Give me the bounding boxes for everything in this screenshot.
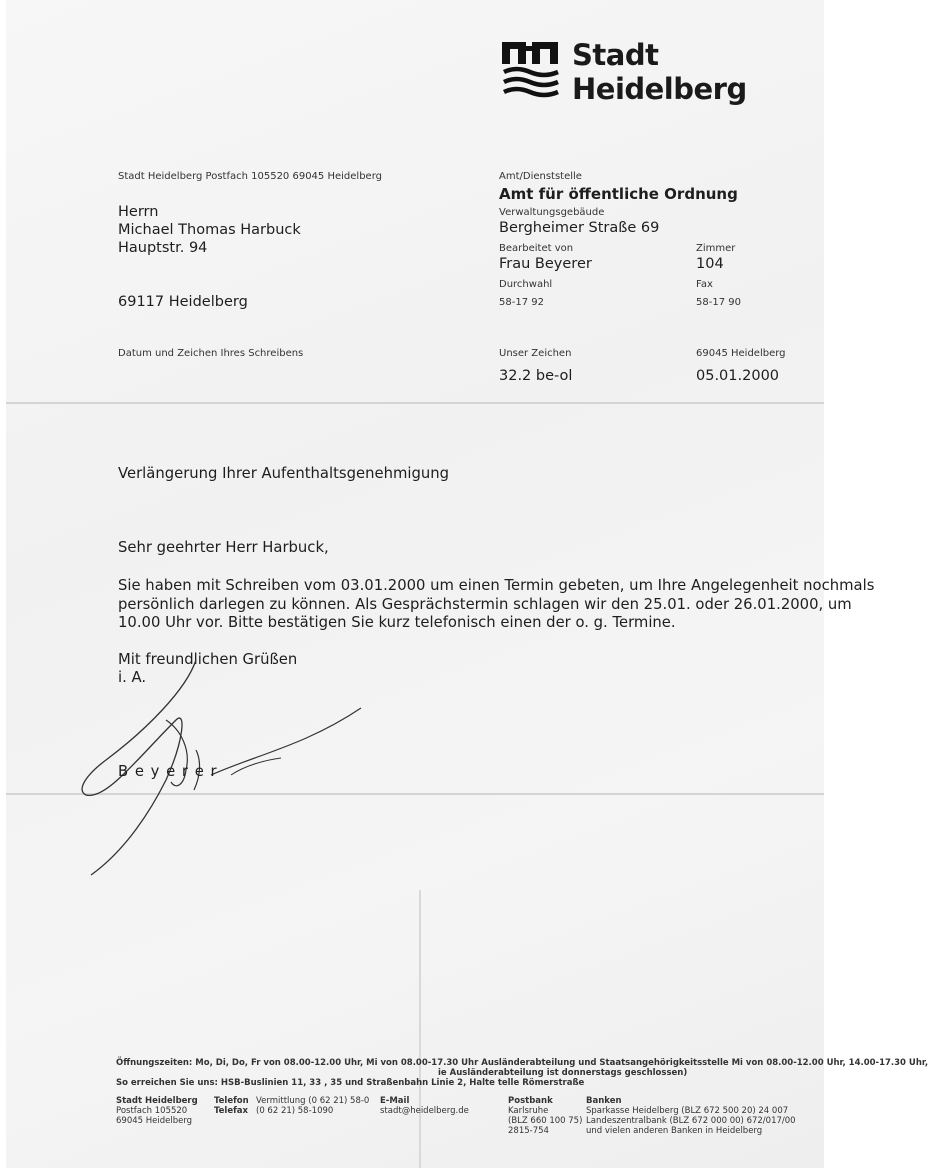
phone-label: Telefon — [214, 1096, 249, 1106]
banks-label: Banken — [586, 1096, 622, 1106]
dept-name: Amt für öffentliche Ordnung — [499, 185, 738, 203]
signer-name: B e y e r e r — [118, 763, 218, 780]
return-address: Stadt Heidelberg Postfach 105520 69045 Heidelberg — [118, 171, 382, 182]
banks-line: Landeszentralbank (BLZ 672 000 00) 672/017/00 — [586, 1116, 796, 1126]
fold-line — [6, 402, 824, 404]
handled-by: Frau Beyerer — [499, 256, 592, 272]
body-line: persönlich darlegen zu können. Als Gesprächstermin schlagen wir den 25.01. oder 26.01.2000, um — [118, 596, 852, 613]
place-label: 69045 Heidelberg — [696, 348, 786, 359]
phone-number: Vermittlung (0 62 21) 58-0 — [256, 1096, 370, 1106]
building-address: Bergheimer Straße 69 — [499, 220, 660, 236]
email-address: stadt@heidelberg.de — [380, 1106, 469, 1116]
transit-info: So erreichen Sie uns: HSB-Buslinien 11, 33 , 35 und Straßenbahn Linie 2, Halte telle Römerstraße — [116, 1078, 585, 1088]
postbank-line: 2815-754 — [508, 1126, 549, 1136]
recipient-salutation: Herrn — [118, 204, 159, 220]
postbank-line: Karlsruhe — [508, 1106, 549, 1116]
recipient-street: Hauptstr. 94 — [118, 240, 208, 256]
letter-date: 05.01.2000 — [696, 368, 780, 384]
fax-label: Fax — [696, 279, 713, 290]
our-reference: 32.2 be-ol — [499, 368, 573, 384]
letterhead — [500, 36, 800, 106]
fax-number: 58-17 90 — [696, 297, 741, 308]
recipient-city: 69117 Heidelberg — [118, 294, 248, 310]
fold-line — [419, 890, 421, 1168]
telefax-label: Telefax — [214, 1106, 249, 1116]
banks-line: Sparkasse Heidelberg (BLZ 672 500 20) 24 007 — [586, 1106, 789, 1116]
your-reference-label: Datum und Zeichen Ihres Schreibens — [118, 348, 304, 359]
footer-org-title: Stadt Heidelberg — [116, 1096, 198, 1106]
greeting: Sehr geehrter Herr Harbuck, — [118, 539, 329, 556]
extension-label: Durchwahl — [499, 279, 553, 290]
closing: Mit freundlichen Grüßen — [118, 651, 298, 668]
room-number: 104 — [696, 256, 724, 272]
room-label: Zimmer — [696, 243, 736, 254]
heidelberg-logo-icon — [500, 36, 564, 100]
body-line: Sie haben mit Schreiben vom 03.01.2000 um einen Termin gebeten, um Ihre Angelegenheit nochmals — [118, 577, 875, 594]
recipient-name: Michael Thomas Harbuck — [118, 222, 301, 238]
body-line: 10.00 Uhr vor. Bitte bestätigen Sie kurz telefonisch einen der o. g. Termine. — [118, 614, 676, 631]
footer-org-line: Postfach 105520 — [116, 1106, 188, 1116]
city-name: Stadt Heidelberg — [572, 38, 747, 106]
opening-hours-line: ie Ausländerabteilung ist donnerstags geschlossen) — [438, 1068, 688, 1078]
dept-label: Amt/Dienststelle — [499, 171, 582, 182]
subject-line: Verlängerung Ihrer Aufenthaltsgenehmigung — [118, 465, 450, 482]
footer-org-line: 69045 Heidelberg — [116, 1116, 193, 1126]
our-reference-label: Unser Zeichen — [499, 348, 572, 359]
email-label: E-Mail — [380, 1096, 410, 1106]
handled-by-label: Bearbeitet von — [499, 243, 574, 254]
ia-marker: i. A. — [118, 669, 147, 686]
telefax-number: (0 62 21) 58-1090 — [256, 1106, 334, 1116]
opening-hours-line: Öffnungszeiten: Mo, Di, Do, Fr von 08.00-12.00 Uhr, Mi von 08.00-17.30 Uhr Ausländerabteilung und Staatsangehörigkeitsstelle Mi von 08.00-12.00 Uhr, 14.00-17.30 Uhr, — [116, 1058, 928, 1068]
letter-page — [6, 0, 928, 1168]
handwritten-signature — [66, 650, 386, 890]
extension-number: 58-17 92 — [499, 297, 544, 308]
postbank-label: Postbank — [508, 1096, 553, 1106]
building-label: Verwaltungsgebäude — [499, 207, 605, 218]
banks-line: und vielen anderen Banken in Heidelberg — [586, 1126, 763, 1136]
postbank-line: (BLZ 660 100 75) — [508, 1116, 583, 1126]
